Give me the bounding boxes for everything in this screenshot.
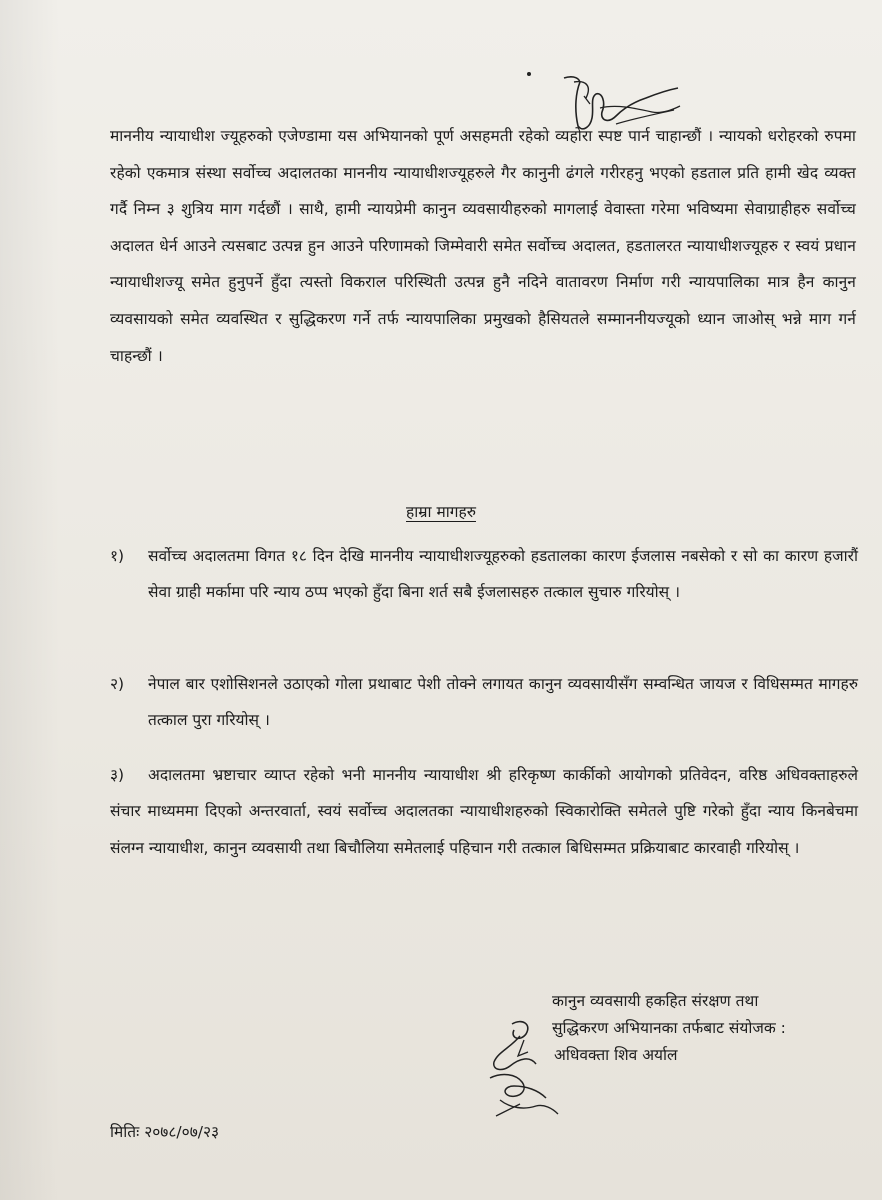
demand-text: नेपाल बार एशोसिशनले उठाएको गोला प्रथाबाट पेशी तोक्ने लगायत कानुन व्यवसायीसँग सम्वन्धित जायज र विधिसम्मत मागहरु तत्काल पुरा गरियोस् । — [148, 675, 858, 730]
ink-dot — [527, 72, 531, 76]
demand-item-3 — [110, 757, 858, 866]
demands-heading — [0, 500, 882, 524]
paper-shadow — [0, 0, 60, 1200]
intro-paragraph: माननीय न्यायाधीश ज्यूहरुको एजेण्डामा यस अभियानको पूर्ण असहमती रहेको व्यहोरा स्पष्ट पार्न चाहान्छौं । न्यायको धरोहरको रुपमा रहेको एकमात्र संस्था सर्वोच्च अदालतका माननीय न्यायाधीशज्यूहरुले गैर कानुनी ढंगले गरीरहनु भएको हडताल प्रति हामी खेद व्यक्त गर्दै निम्न ३ शुत्रिय माग गर्दछौं । साथै, हामी न्यायप्रेमी कानुन व्यवसायीहरुको मागलाई वेवास्ता गरेमा भविष्यमा सेवाग्राहीहरु सर्वोच्च अदालत धेर्न आउने त्यसबाट उत्पन्न हुन आउने परिणामको जिम्मेवारी समेत सर्वोच्च अदालत, हडतालरत न्यायाधीशज्यूहरु र स्वयं प्रधान न्यायाधीशज्यू समेत हुनुपर्ने हुँदा त्यस्तो विकराल परिस्थिती उत्पन्न हुनै नदिने वातावरण निर्माण गरी न्यायपालिका मात्र हैन कानुन व्यवसायको समेत व्यवस्थित र सुद्धिकरण गर्ने तर्फ न्यायपालिका प्रमुखको हैसियतले सम्माननीयज्यूको ध्यान जाओस् भन्ने माग गर्न चाहन्छौं । — [110, 127, 856, 365]
demand-text: अदालतमा भ्रष्टाचार व्याप्त रहेको भनी माननीय न्यायाधीश श्री हरिकृष्ण कार्कीको आयोगको प्रतिवेदन, वरिष्ठ अधिवक्ताहरुले संचार माध्यममा दिएको अन्तरवार्ता, स्वयं सर्वोच्च अदालतका न्यायाधीशहरुको स्विकारोक्ति समेतले पुष्टि गरेको हुँदा न्याय किनबेचमा संलग्न न्यायाधीश, कानुन व्यवसायी तथा बिचौलिया समेतलाई पहिचान गरी तत्काल बिधिसम्मत प्रक्रियाबाट कारवाही गरियोस् । — [110, 766, 858, 857]
signatory-name: अधिवक्ता शिव अर्याल — [554, 1046, 678, 1064]
document-date: मितिः २०७८/०७/२३ — [110, 1123, 220, 1141]
demand-number: १) — [110, 547, 125, 565]
demand-number: ३) — [110, 766, 125, 784]
demands-heading-text: हाम्रा मागहरु — [406, 503, 476, 521]
demand-item-1 — [110, 538, 858, 611]
signatory-line-1: कानुन व्यवसायी हकहित संरक्षण तथा — [552, 992, 759, 1010]
signatory-block — [552, 988, 862, 1069]
demand-item-2 — [110, 666, 858, 739]
demand-number: २) — [110, 675, 125, 693]
demand-text: सर्वोच्च अदालतमा विगत १८ दिन देखि माननीय न्यायाधीशज्यूहरुको हडतालका कारण ईजलास नबसेको र सो का कारण हजारौं सेवा ग्राही मर्कामा परि न्याय ठप्प भएको हुँदा बिना शर्त सबै ईजलासहरु तत्काल सुचारु गरियोस् । — [148, 547, 858, 602]
signatory-line-2: सुद्धिकरण अभियानका तर्फबाट संयोजक : — [552, 1019, 786, 1037]
